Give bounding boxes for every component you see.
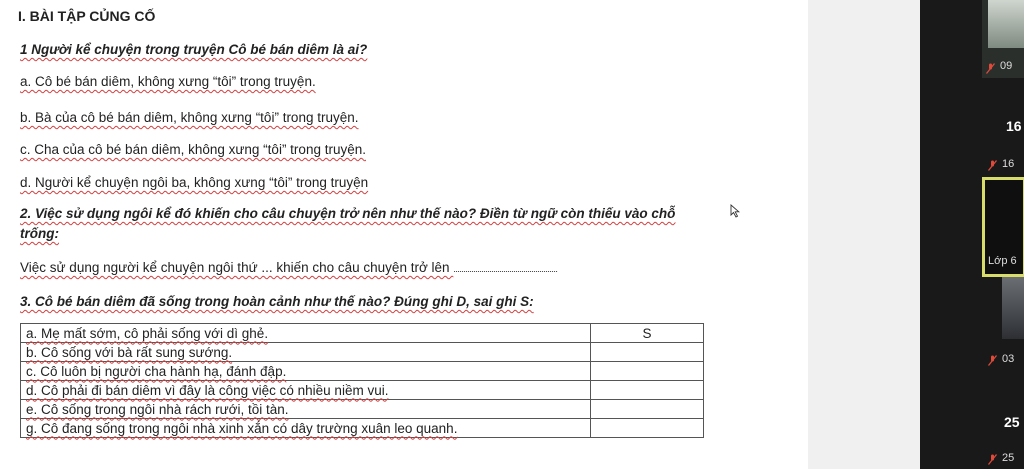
participant-sidebar[interactable] (920, 0, 1024, 469)
row-answer (591, 362, 704, 381)
row-statement: e. Cô sống trong ngôi nhà rách rưới, tồi tàn. (21, 400, 591, 419)
mic-muted-icon (988, 452, 997, 463)
participant-name: 03 (1002, 353, 1015, 365)
table-row (21, 324, 704, 343)
participant-tile[interactable] (1002, 277, 1024, 339)
row-statement: d. Cô phải đi bán diêm vì đây là công việc có nhiều niềm vui. (21, 381, 591, 400)
question-1-option-b: b. Bà của cô bé bán diêm, không xưng “tôi” trong truyện. (20, 110, 359, 125)
question-3-title: 3. Cô bé bán diêm đã sống trong hoàn cảnh như thế nào? Đúng ghi D, sai ghi S: (20, 294, 534, 309)
row-answer: S (591, 324, 704, 343)
table-row (21, 381, 704, 400)
question-1-option-a: a. Cô bé bán diêm, không xưng “tôi” trong truyện. (20, 74, 316, 89)
workspace-gap (808, 0, 920, 469)
question-2-blank: .................................................... (453, 264, 558, 274)
row-statement: c. Cô luôn bị người cha hành hạ, đánh đập. (21, 362, 591, 381)
participant-name: 09 (1000, 60, 1013, 72)
participant-name: 25 (1002, 452, 1015, 464)
row-answer (591, 419, 704, 438)
question-1-title: 1 Người kể chuyện trong truyện Cô bé bán diêm là ai? (20, 42, 368, 57)
participant-name: 16 (1002, 158, 1015, 170)
mic-muted-icon (986, 61, 995, 72)
participant-name: Lớp 6 (988, 255, 1017, 267)
row-answer (591, 381, 704, 400)
participant-initials: 25 (1004, 414, 1020, 430)
question-2-sentence (20, 260, 557, 275)
row-answer (591, 400, 704, 419)
mic-muted-icon (988, 158, 997, 169)
row-answer (591, 343, 704, 362)
mic-muted-icon (988, 353, 997, 364)
row-statement: b. Cô sống với bà rất sung sướng. (21, 343, 591, 362)
participant-initials: 16 (1006, 118, 1022, 134)
table-row (21, 419, 704, 438)
table-row (21, 400, 704, 419)
table-row (21, 343, 704, 362)
section-heading: I. BÀI TẬP CỦNG CỐ (18, 8, 156, 24)
row-statement: a. Mẹ mất sớm, cô phải sống với dì ghẻ. (21, 324, 591, 343)
row-statement: g. Cô đang sống trong ngôi nhà xinh xắn có dây trường xuân leo quanh. (21, 419, 591, 438)
true-false-table (20, 323, 704, 438)
table-row (21, 362, 704, 381)
question-2-title-line2: trống: (20, 226, 59, 241)
question-2-title-line1: 2. Việc sử dụng ngôi kể đó khiến cho câu chuyện trở nên như thế nào? Điền từ ngữ còn thiếu vào chỗ (20, 206, 676, 221)
video-thumbnail (988, 0, 1024, 48)
question-1-option-c: c. Cha của cô bé bán diêm, không xưng “tôi” trong truyện. (20, 142, 366, 157)
question-1-option-d: d. Người kể chuyện ngôi ba, không xưng “tôi” trong truyện (20, 175, 369, 190)
question-2-sentence-text: Việc sử dụng người kể chuyện ngôi thứ ... khiến cho câu chuyện trở lên (20, 260, 454, 275)
mouse-pointer-icon (730, 204, 740, 223)
